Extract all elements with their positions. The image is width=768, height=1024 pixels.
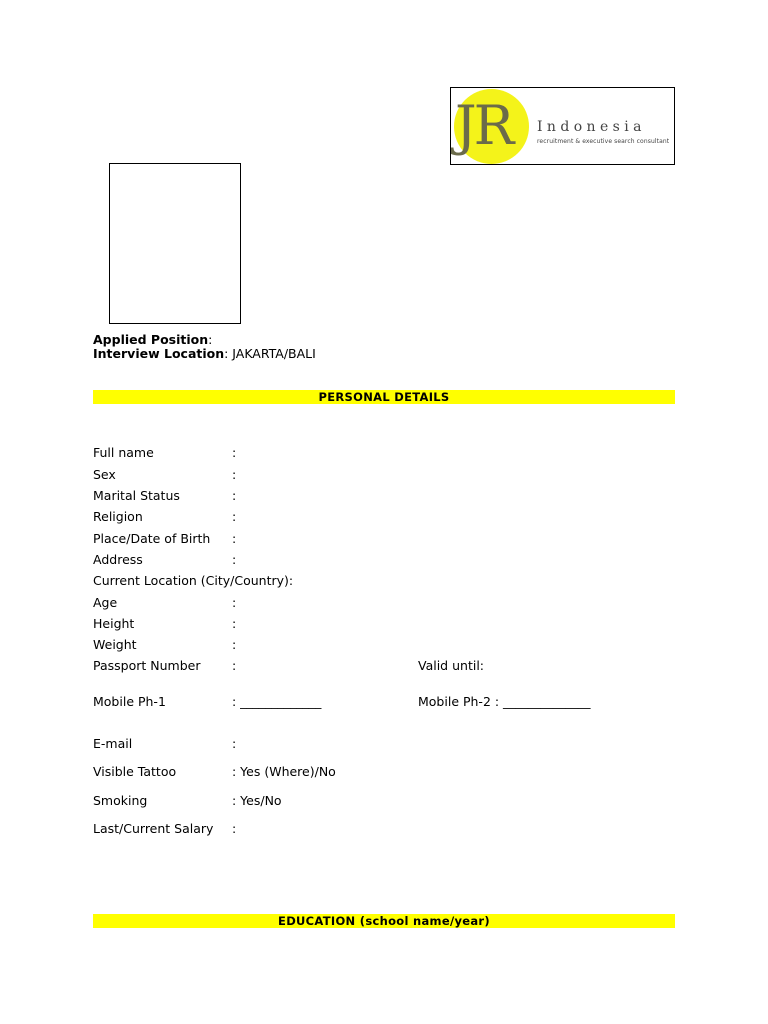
logo-tagline: recruitment & executive search consultant [537, 138, 670, 145]
interview-location-value[interactable]: : JAKARTA/BALI [224, 346, 316, 361]
field-value-mobile-ph-1[interactable]: : _____________ [232, 694, 322, 709]
field-label-visible-tattoo: Visible Tattoo [93, 764, 177, 779]
section-education: EDUCATION (school name/year) [93, 914, 675, 928]
field-valid-until[interactable]: Valid until: [418, 658, 484, 673]
field-value-email[interactable]: : [232, 736, 237, 751]
field-label-age: Age [93, 595, 118, 610]
photo-placeholder[interactable] [109, 163, 241, 324]
field-label-height: Height [93, 616, 135, 631]
field-label-passport-number: Passport Number [93, 658, 201, 673]
field-value-sex[interactable]: : [232, 467, 237, 482]
field-label-marital-status: Marital Status [93, 488, 180, 503]
applied-position-value[interactable]: : [208, 332, 213, 347]
field-label-place-date-of-birth: Place/Date of Birth [93, 531, 211, 546]
field-label-address: Address [93, 552, 143, 567]
field-value-religion[interactable]: : [232, 509, 237, 524]
field-label-current-location: Current Location (City/Country): [93, 573, 294, 588]
field-value-visible-tattoo[interactable]: : Yes (Where)/No [232, 764, 336, 779]
field-label-weight: Weight [93, 637, 137, 652]
field-value-weight[interactable]: : [232, 637, 237, 652]
field-label-email: E-mail [93, 736, 133, 751]
field-value-last-current-salary[interactable]: : [232, 821, 237, 836]
field-mobile-ph-2[interactable]: Mobile Ph-2 : ______________ [418, 694, 591, 709]
field-label-religion: Religion [93, 509, 143, 524]
field-label-sex: Sex [93, 467, 116, 482]
field-value-height[interactable]: : [232, 616, 237, 631]
logo-initials: JR [455, 94, 512, 157]
field-value-passport-number[interactable]: : [232, 658, 237, 673]
company-logo [450, 87, 675, 165]
field-value-age[interactable]: : [232, 595, 237, 610]
field-value-full-name[interactable]: : [232, 445, 237, 460]
interview-location-label: Interview Location [93, 346, 225, 361]
field-label-mobile-ph-1: Mobile Ph-1 [93, 694, 166, 709]
field-label-last-current-salary: Last/Current Salary [93, 821, 214, 836]
field-value-smoking[interactable]: : Yes/No [232, 793, 282, 808]
logo-brand: Indonesia [537, 119, 646, 135]
section-personal-details: PERSONAL DETAILS [93, 390, 675, 404]
field-label-smoking: Smoking [93, 793, 148, 808]
field-label-full-name: Full name [93, 445, 154, 460]
interview-location-line [93, 347, 316, 361]
applied-position-line [93, 333, 212, 347]
field-value-marital-status[interactable]: : [232, 488, 237, 503]
applied-position-label: Applied Position [93, 332, 209, 347]
field-value-place-date-of-birth[interactable]: : [232, 531, 237, 546]
field-value-address[interactable]: : [232, 552, 237, 567]
